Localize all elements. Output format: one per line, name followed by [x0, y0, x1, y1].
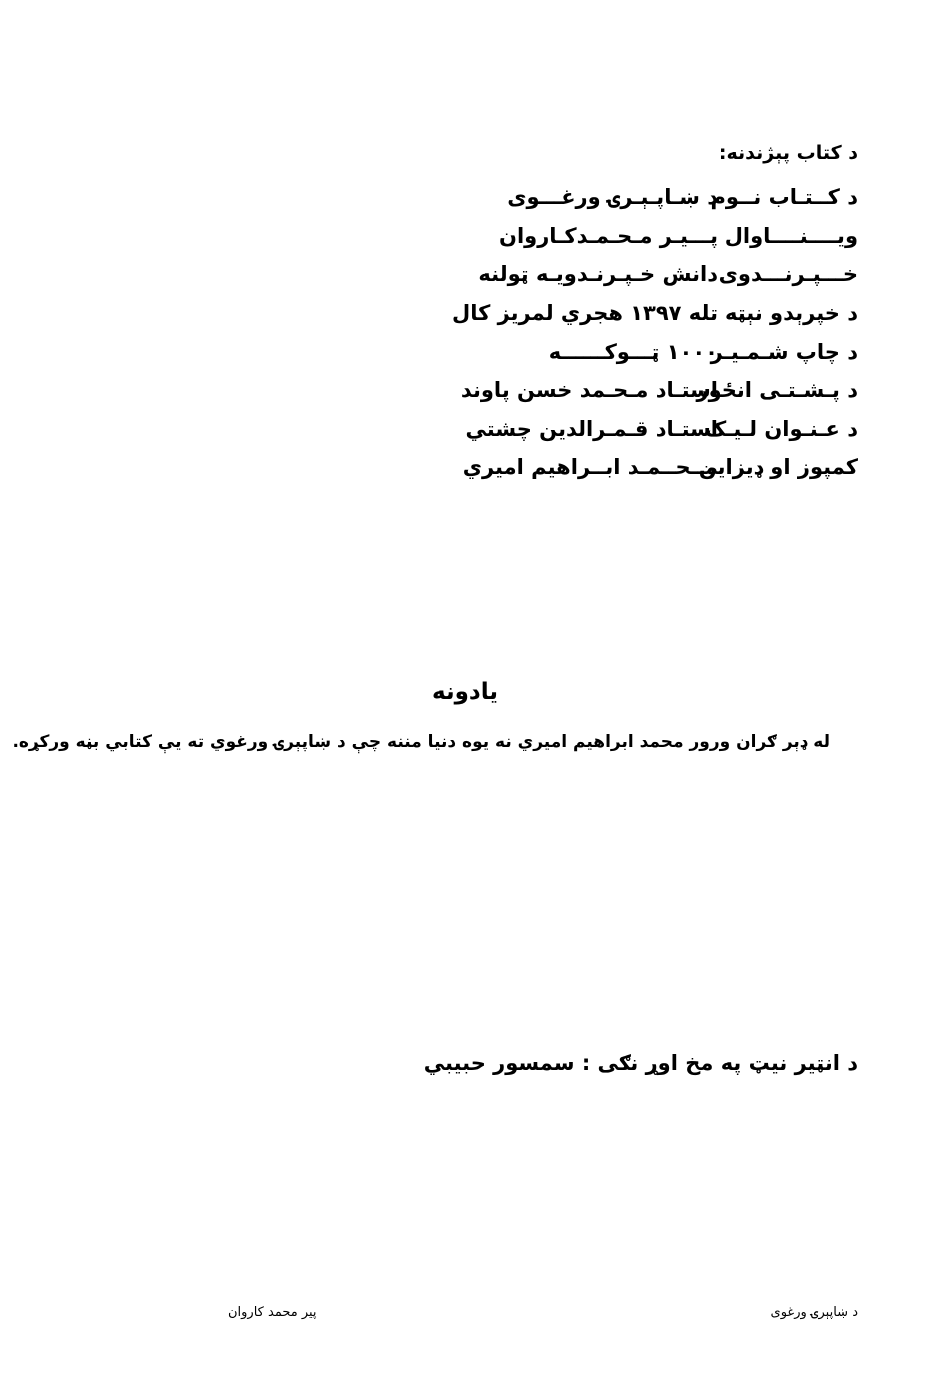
colophon-label: د خپرېدو نېټه	[724, 301, 858, 326]
colophon-label: ویــــنــــاوال	[724, 223, 858, 248]
colophon-value: تله ۱۳۹۷ هجري لمریز کال	[451, 301, 718, 326]
footer-book-title: د ښاپېرۍ ورغوی	[770, 1305, 858, 1320]
colophon-value: ۱۰۰۰ ټـــوکــــــه	[548, 339, 718, 364]
colophon-value: مــحــمـد ابــراهیم امیري	[462, 455, 718, 480]
colophon-label: د کــتـاب نــوم	[710, 185, 858, 210]
colophon-row-author	[458, 217, 858, 256]
colophon-table	[451, 178, 858, 487]
colophon-label: خـــپـرنـــدوی	[718, 262, 858, 287]
colophon-value: استـاد قـمـرالدین چشتي	[465, 416, 718, 441]
footer-author: پیر محمد کاروان	[228, 1305, 317, 1320]
colophon-heading: د کتاب پېژندنه:	[718, 142, 858, 164]
note-title: یادونه	[432, 679, 498, 705]
colophon-label: کمپوز او ډیزاین	[698, 455, 858, 480]
internet-credit: د انټیر نیټ په مخ اوړ نګی : سمسور حبیبي	[423, 1051, 858, 1075]
colophon-value: استـاد مـحـمد خسن پاوند	[460, 378, 718, 403]
colophon-row-publisher	[458, 255, 858, 294]
colophon-value: د ښـاپـېـرۍ ورغـــوی	[507, 185, 718, 210]
colophon-row-cover	[458, 371, 858, 410]
colophon-row-date	[451, 294, 858, 333]
colophon-row-title	[458, 178, 858, 217]
colophon-row-print-run	[458, 332, 858, 371]
colophon-value: پـــیـر مـحـمـدکـاروان	[499, 223, 718, 248]
colophon-label: د پـشـتـی انځور	[696, 378, 858, 403]
colophon-label: د چاپ شـمـیـر	[710, 339, 858, 364]
colophon-row-title-calligraphy	[458, 410, 858, 449]
colophon-row-design	[458, 448, 858, 487]
colophon-value: دانش خـپـرنـدویـه ټولنه	[478, 262, 718, 287]
colophon-label: د عـنـوان لـیـک	[704, 416, 858, 441]
note-text: له ډېر ګران ورور محمد ابراهیم امیري نه یوه دنیا مننه چې د ښاپېرۍ ورغوي ته یې کتابي بڼه ورکړه.	[12, 732, 830, 752]
